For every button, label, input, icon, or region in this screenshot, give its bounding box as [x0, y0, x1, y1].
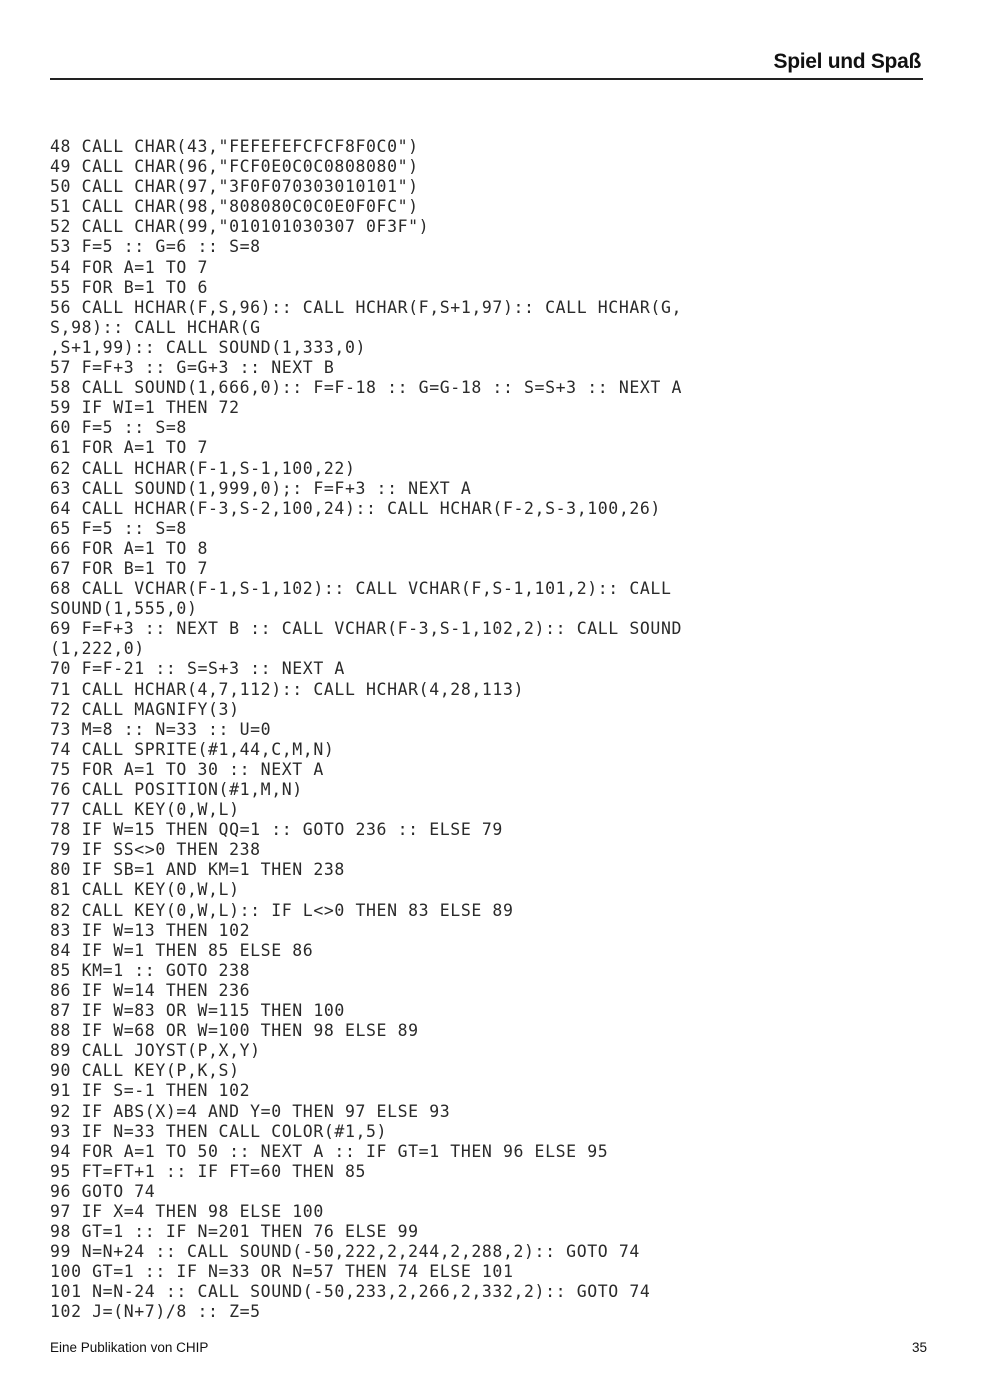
code-line: SOUND(1,555,0) [50, 599, 198, 619]
code-line: 94 FOR A=1 TO 50 :: NEXT A :: IF GT=1 THEN 96 ELSE 95 [50, 1141, 609, 1161]
code-line: 54 FOR A=1 TO 7 [50, 257, 209, 277]
code-line: 66 FOR A=1 TO 8 [50, 538, 209, 558]
code-line: 92 IF ABS(X)=4 AND Y=0 THEN 97 ELSE 93 [50, 1101, 451, 1121]
code-line: 52 CALL CHAR(99,"010101030307 0F3F") [50, 217, 430, 237]
code-line: 90 CALL KEY(P,K,S) [50, 1061, 240, 1081]
code-line: 85 KM=1 :: GOTO 238 [50, 960, 251, 980]
code-line: 96 GOTO 74 [50, 1181, 156, 1201]
code-line: 77 CALL KEY(0,W,L) [50, 800, 240, 820]
code-line: 48 CALL CHAR(43,"FEFEFEFCFCF8F0C0") [50, 137, 419, 156]
header-divider [50, 78, 923, 80]
code-line: 86 IF W=14 THEN 236 [50, 980, 251, 1000]
code-line: 72 CALL MAGNIFY(3) [50, 699, 240, 719]
code-line: 62 CALL HCHAR(F-1,S-1,100,22) [50, 458, 356, 478]
code-line: 79 IF SS<>0 THEN 238 [50, 840, 261, 860]
basic-program-listing [50, 137, 930, 1323]
code-line: 84 IF W=1 THEN 85 ELSE 86 [50, 940, 314, 960]
code-line: 88 IF W=68 OR W=100 THEN 98 ELSE 89 [50, 1021, 419, 1041]
code-line: 49 CALL CHAR(96,"FCF0E0C0C0808080") [50, 157, 419, 177]
page-section-title: Spiel und Spaß [773, 50, 921, 73]
page-number: 35 [911, 1340, 927, 1355]
code-line: 100 GT=1 :: IF N=33 OR N=57 THEN 74 ELSE 101 [50, 1262, 514, 1282]
code-line: 67 FOR B=1 TO 7 [50, 558, 209, 578]
code-line: 74 CALL SPRITE(#1,44,C,M,N) [50, 739, 335, 759]
code-line: 55 FOR B=1 TO 6 [50, 277, 209, 297]
code-line: 98 GT=1 :: IF N=201 THEN 76 ELSE 99 [50, 1222, 419, 1242]
code-line: 97 IF X=4 THEN 98 ELSE 100 [50, 1201, 324, 1221]
code-line: 57 F=F+3 :: G=G+3 :: NEXT B [50, 358, 335, 378]
code-line: 102 J=(N+7)/8 :: Z=5 [50, 1302, 261, 1322]
code-line: 81 CALL KEY(0,W,L) [50, 880, 240, 900]
code-line: 95 FT=FT+1 :: IF FT=60 THEN 85 [50, 1161, 367, 1181]
code-line: 71 CALL HCHAR(4,7,112):: CALL HCHAR(4,28,113) [50, 679, 525, 699]
code-line: 101 N=N-24 :: CALL SOUND(-50,233,2,266,2,332,2):: GOTO 74 [50, 1282, 651, 1302]
code-line: 70 F=F-21 :: S=S+3 :: NEXT A [50, 659, 345, 679]
code-line: 99 N=N+24 :: CALL SOUND(-50,222,2,244,2,288,2):: GOTO 74 [50, 1242, 640, 1262]
code-line: 76 CALL POSITION(#1,M,N) [50, 780, 303, 799]
code-line: 82 CALL KEY(0,W,L):: IF L<>0 THEN 83 ELSE 89 [50, 900, 514, 920]
code-line: 60 F=5 :: S=8 [50, 418, 187, 438]
code-line: 91 IF S=-1 THEN 102 [50, 1081, 251, 1101]
code-line: 65 F=5 :: S=8 [50, 518, 187, 538]
code-line: 64 CALL HCHAR(F-3,S-2,100,24):: CALL HCHAR(F-2,S-3,100,26) [50, 498, 661, 518]
code-line: 58 CALL SOUND(1,666,0):: F=F-18 :: G=G-18 :: S=S+3 :: NEXT A [50, 378, 683, 398]
code-line: 68 CALL VCHAR(F-1,S-1,102):: CALL VCHAR(F,S-1,101,2):: CALL [50, 579, 672, 599]
code-line: (1,222,0) [50, 639, 145, 659]
code-line: 89 CALL JOYST(P,X,Y) [50, 1041, 261, 1061]
code-line: ,S+1,99):: CALL SOUND(1,333,0) [50, 337, 367, 357]
footer-publisher: Eine Publikation von CHIP [50, 1340, 209, 1355]
code-line: 53 F=5 :: G=6 :: S=8 [50, 237, 261, 257]
code-line: 51 CALL CHAR(98,"808080C0C0E0F0FC") [50, 197, 419, 217]
code-line: S,98):: CALL HCHAR(G [50, 317, 261, 337]
code-line: 59 IF WI=1 THEN 72 [50, 398, 240, 418]
code-line: 78 IF W=15 THEN QQ=1 :: GOTO 236 :: ELSE 79 [50, 820, 503, 840]
code-line: 80 IF SB=1 AND KM=1 THEN 238 [50, 860, 345, 880]
code-line: 73 M=8 :: N=33 :: U=0 [50, 719, 272, 739]
code-line: 75 FOR A=1 TO 30 :: NEXT A [50, 759, 324, 779]
code-line: 63 CALL SOUND(1,999,0);: F=F+3 :: NEXT A [50, 478, 472, 498]
code-line: 93 IF N=33 THEN CALL COLOR(#1,5) [50, 1121, 388, 1141]
code-line: 56 CALL HCHAR(F,S,96):: CALL HCHAR(F,S+1,97):: CALL HCHAR(G, [50, 297, 683, 317]
code-line: 69 F=F+3 :: NEXT B :: CALL VCHAR(F-3,S-1,102,2):: CALL SOUND [50, 619, 683, 639]
code-line: 83 IF W=13 THEN 102 [50, 920, 251, 940]
code-line: 87 IF W=83 OR W=115 THEN 100 [50, 1001, 345, 1021]
code-line: 50 CALL CHAR(97,"3F0F070303010101") [50, 177, 419, 197]
code-line: 61 FOR A=1 TO 7 [50, 438, 209, 458]
